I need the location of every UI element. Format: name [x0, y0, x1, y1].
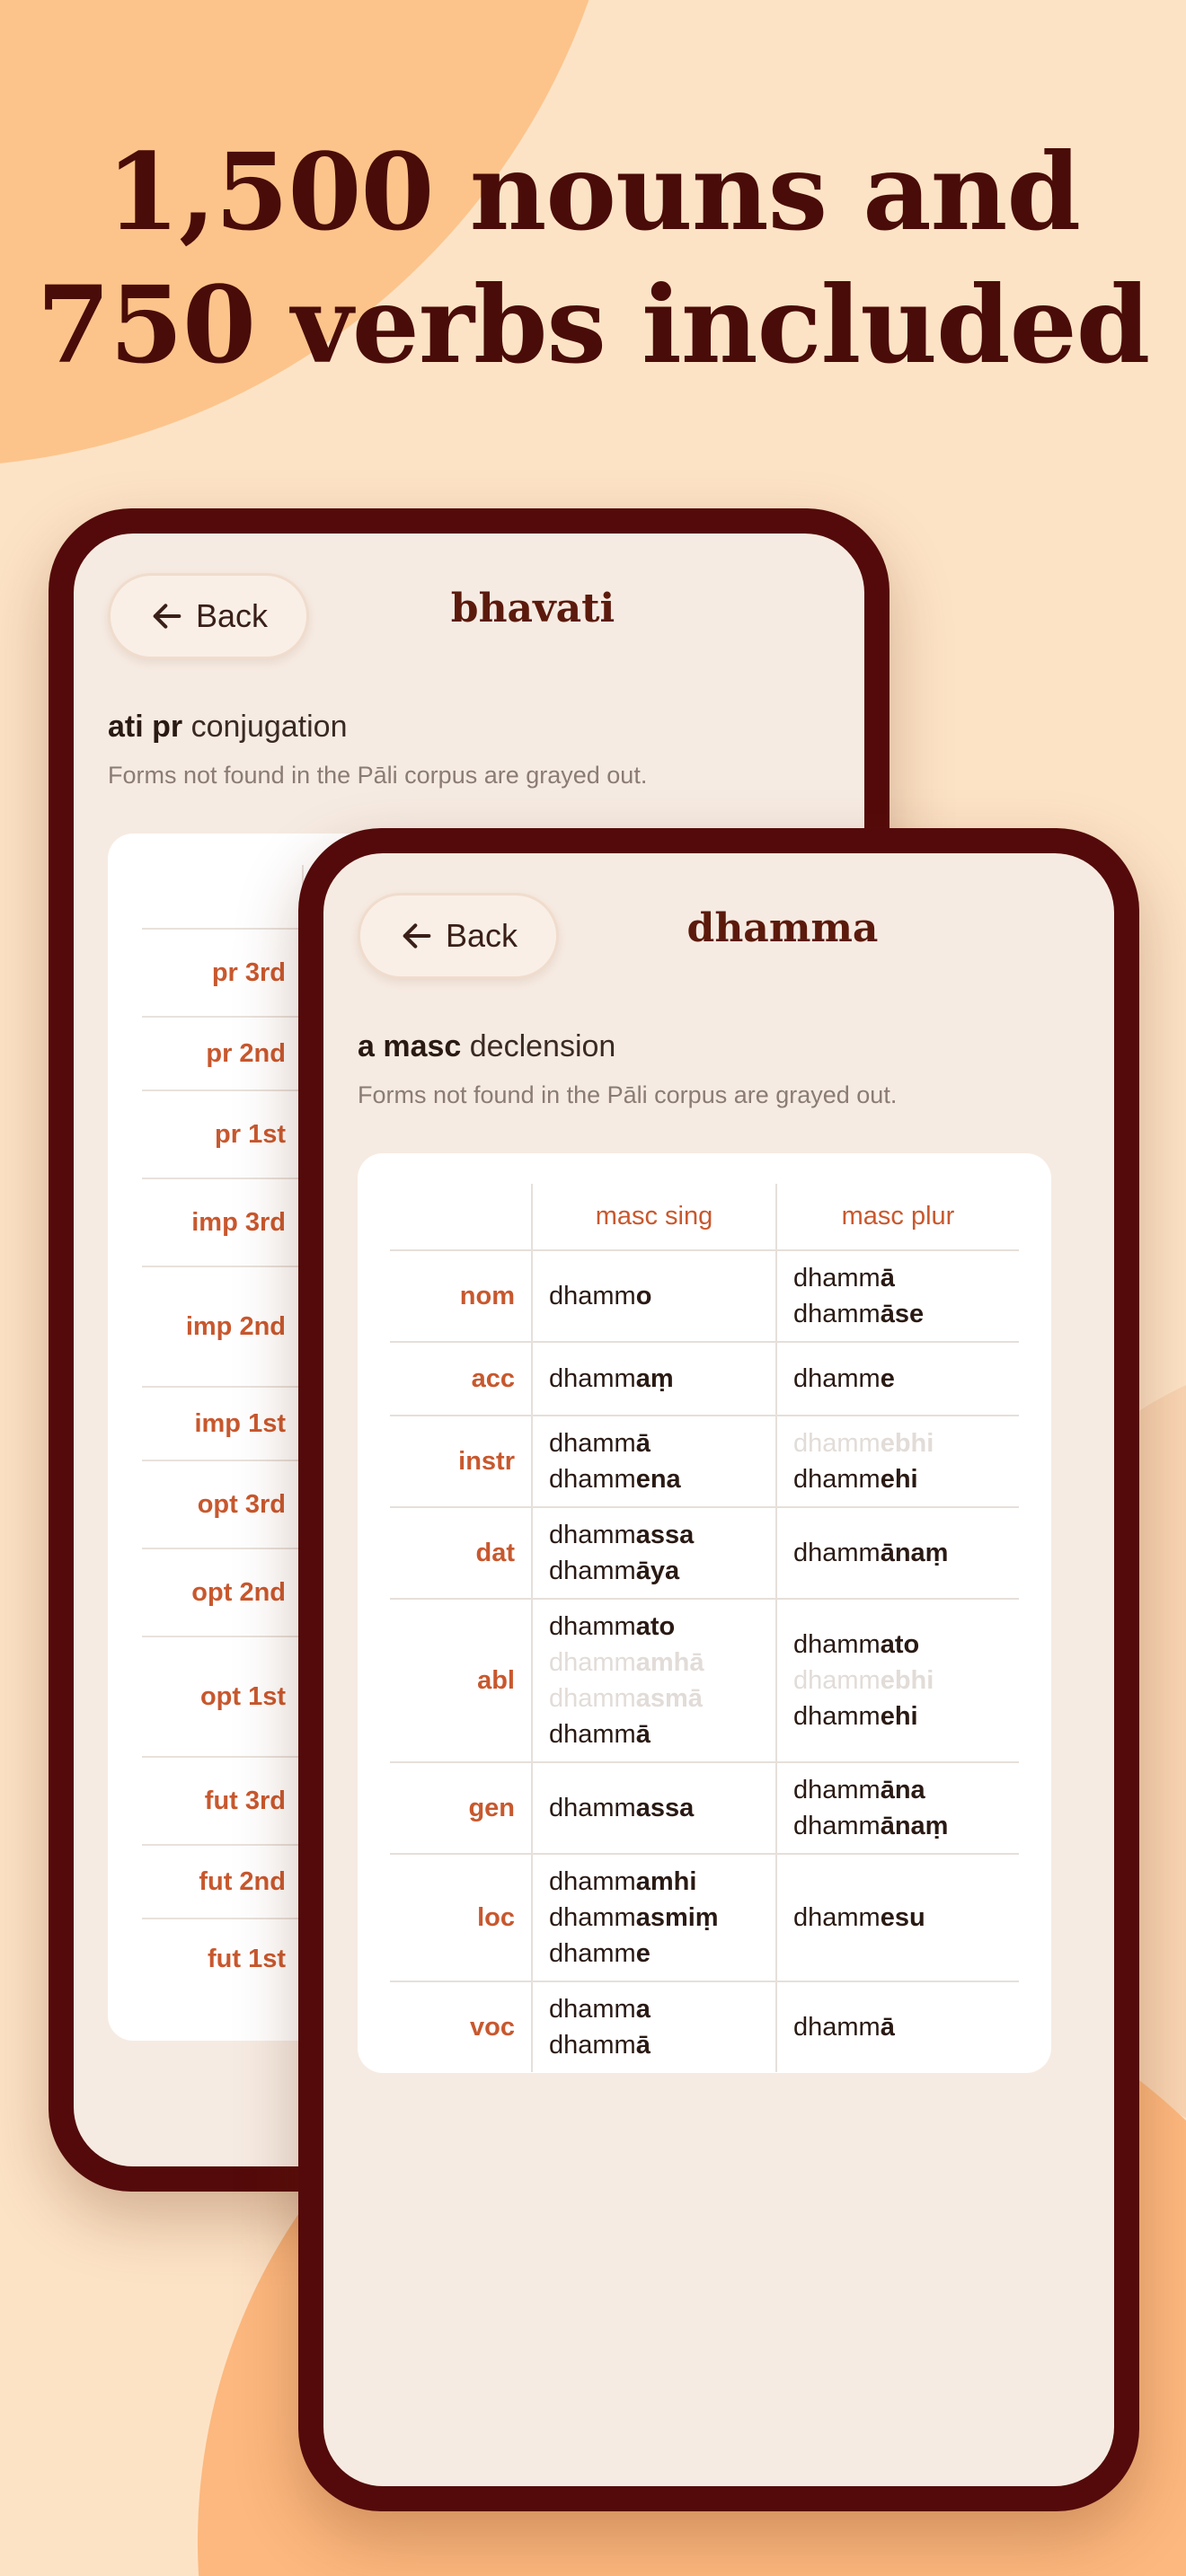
- paradigm-type: a masc: [358, 1029, 462, 1063]
- word-form: [549, 1716, 759, 1752]
- conjugation-row-labels: [142, 865, 304, 1998]
- table-row: [390, 1599, 1019, 1762]
- paradigm-subtitle: [108, 710, 348, 745]
- form-ending: ā: [635, 1720, 651, 1749]
- form-ending: aṃ: [635, 1364, 674, 1393]
- word-form: [549, 1609, 759, 1645]
- word-form: [549, 1864, 759, 1900]
- form-ending: o: [635, 1282, 652, 1310]
- form-stem: dhamm: [549, 1612, 636, 1641]
- form-ending: e: [635, 1939, 651, 1968]
- word-form: [549, 1278, 759, 1314]
- form-stem: dhamm: [549, 1794, 636, 1822]
- form-ending: ānaṃ: [880, 1539, 949, 1567]
- word-form: [793, 1535, 1003, 1571]
- forms-cell-sing: [532, 1416, 776, 1507]
- form-ending: amhā: [635, 1648, 704, 1677]
- word-form: [549, 1991, 759, 2027]
- back-button[interactable]: [108, 573, 309, 659]
- word-title: dhamma: [686, 905, 879, 951]
- form-stem: dhamm: [549, 1995, 636, 2024]
- table-row: [390, 1762, 1019, 1854]
- table-row: [390, 1507, 1019, 1599]
- word-form: [793, 1698, 1003, 1734]
- form-stem: dhamm: [549, 1364, 636, 1393]
- form-stem: dhamm: [793, 1539, 881, 1567]
- paradigm-kind: conjugation: [182, 710, 348, 744]
- table-row: [390, 1854, 1019, 1981]
- form-ending: asmā: [635, 1684, 703, 1713]
- form-ending: āya: [635, 1557, 680, 1585]
- form-stem: dhamm: [549, 1867, 636, 1896]
- word-form: [549, 1900, 759, 1936]
- form-stem: dhamm: [793, 1429, 881, 1458]
- word-form: [793, 1772, 1003, 1808]
- table-header-row: [390, 1184, 1019, 1250]
- case-label: acc: [390, 1342, 532, 1416]
- table-row: [390, 1416, 1019, 1507]
- back-button-label: Back: [445, 917, 518, 954]
- paradigm-type: ati pr: [108, 710, 183, 744]
- declension-table: [390, 1184, 1019, 2072]
- form-stem: dhamm: [549, 1429, 636, 1458]
- form-stem: dhamm: [549, 1720, 636, 1749]
- form-ending: ebhi: [880, 1666, 934, 1695]
- form-ending: ānaṃ: [880, 1812, 949, 1840]
- word-form: [793, 1461, 1003, 1497]
- conjugation-row: [142, 1844, 304, 1918]
- form-stem: dhamm: [549, 1648, 636, 1677]
- column-header-sing: masc sing: [532, 1184, 776, 1250]
- form-ending: ebhi: [880, 1429, 934, 1458]
- conjugation-row: [142, 1636, 304, 1756]
- table-row: [390, 1250, 1019, 1342]
- word-form: [549, 2027, 759, 2063]
- case-label: voc: [390, 1981, 532, 2072]
- form-ending: āna: [880, 1776, 925, 1804]
- arrow-left-icon: [149, 598, 185, 634]
- word-form-unattested: [793, 1663, 1003, 1698]
- headline: [0, 126, 1186, 392]
- form-ending: e: [880, 1364, 895, 1393]
- form-stem: dhamm: [549, 1282, 636, 1310]
- forms-cell-sing: [532, 1854, 776, 1981]
- form-ending: ehi: [880, 1702, 918, 1731]
- form-stem: dhamm: [549, 1939, 636, 1968]
- word-form: [549, 1461, 759, 1497]
- word-form: [549, 1425, 759, 1461]
- form-ending: amhi: [635, 1867, 697, 1896]
- forms-cell-sing: [532, 1342, 776, 1416]
- word-title: bhavati: [450, 586, 615, 631]
- form-stem: dhamm: [549, 1684, 636, 1713]
- paradigm-subtitle: [358, 1029, 615, 1064]
- row-label: imp 2nd: [185, 1311, 286, 1341]
- word-form-unattested: [793, 1425, 1003, 1461]
- form-stem: dhamm: [793, 1465, 881, 1494]
- form-stem: dhamm: [793, 1264, 881, 1292]
- case-label: dat: [390, 1507, 532, 1599]
- forms-cell-plur: [776, 1342, 1019, 1416]
- forms-cell-plur: [776, 1854, 1019, 1981]
- form-stem: dhamm: [549, 2031, 636, 2060]
- forms-cell-plur: [776, 1599, 1019, 1762]
- back-button-label: Back: [195, 597, 269, 634]
- conjugation-row: [142, 1016, 304, 1090]
- form-stem: dhamm: [793, 1630, 881, 1659]
- conjugation-row: [142, 1266, 304, 1386]
- forms-cell-sing: [532, 1981, 776, 2072]
- headline-line-2: 750 verbs included: [36, 262, 1150, 387]
- row-label: pr 3rd: [211, 957, 286, 987]
- forms-cell-sing: [532, 1762, 776, 1854]
- conjugation-row: [142, 1756, 304, 1844]
- form-stem: dhamm: [793, 1364, 881, 1393]
- conjugation-row: [142, 928, 304, 1016]
- form-stem: dhamm: [793, 1300, 881, 1328]
- form-ending: ehi: [880, 1465, 918, 1494]
- forms-cell-sing: [532, 1250, 776, 1342]
- form-stem: dhamm: [549, 1903, 636, 1932]
- row-label: fut 1st: [208, 1944, 286, 1973]
- word-form: [549, 1936, 759, 1972]
- table-row: [390, 1342, 1019, 1416]
- row-label: pr 1st: [215, 1119, 286, 1149]
- headline-line-1: 1,500 nouns and: [106, 129, 1080, 254]
- word-form: [793, 1296, 1003, 1332]
- corpus-note: Forms not found in the Pāli corpus are grayed out.: [358, 1081, 898, 1108]
- corner-cell: [390, 1184, 532, 1250]
- form-stem: dhamm: [793, 1903, 881, 1932]
- conjugation-row: [142, 1460, 304, 1548]
- conjugation-row: [142, 1090, 304, 1178]
- form-ending: esu: [880, 1903, 925, 1932]
- row-label: fut 3rd: [204, 1786, 286, 1815]
- word-form: [549, 1361, 759, 1397]
- paradigm-kind: declension: [461, 1029, 616, 1063]
- corpus-note: Forms not found in the Pāli corpus are grayed out.: [108, 762, 648, 789]
- form-stem: dhamm: [793, 1776, 881, 1804]
- form-ending: ā: [880, 1264, 895, 1292]
- form-ending: ena: [635, 1465, 681, 1494]
- word-form: [793, 1808, 1003, 1844]
- row-label: imp 3rd: [191, 1207, 286, 1237]
- case-label: abl: [390, 1599, 532, 1762]
- form-ending: a: [635, 1995, 651, 2024]
- row-label: imp 1st: [194, 1408, 286, 1438]
- word-form: [793, 1361, 1003, 1397]
- conjugation-row: [142, 1548, 304, 1636]
- phone-dhamma: [298, 828, 1139, 2511]
- case-label: instr: [390, 1416, 532, 1507]
- form-ending: asmiṃ: [635, 1903, 719, 1932]
- word-form-unattested: [549, 1681, 759, 1716]
- form-stem: dhamm: [549, 1557, 636, 1585]
- row-label: fut 2nd: [199, 1866, 286, 1896]
- form-stem: dhamm: [793, 1812, 881, 1840]
- form-stem: dhamm: [793, 1666, 881, 1695]
- forms-cell-sing: [532, 1599, 776, 1762]
- declension-table-card: [358, 1153, 1051, 2073]
- form-ending: ato: [635, 1612, 676, 1641]
- form-ending: assa: [635, 1794, 695, 1822]
- table-row: [390, 1981, 1019, 2072]
- forms-cell-plur: [776, 1250, 1019, 1342]
- form-ending: ato: [880, 1630, 920, 1659]
- form-ending: ā: [635, 2031, 651, 2060]
- forms-cell-plur: [776, 1981, 1019, 2072]
- column-header-plur: masc plur: [776, 1184, 1019, 1250]
- forms-cell-plur: [776, 1762, 1019, 1854]
- word-form: [793, 1900, 1003, 1936]
- row-label: opt 3rd: [197, 1489, 286, 1519]
- word-form: [549, 1790, 759, 1826]
- forms-cell-sing: [532, 1507, 776, 1599]
- form-ending: āse: [880, 1300, 925, 1328]
- word-form: [793, 2009, 1003, 2045]
- form-ending: assa: [635, 1521, 695, 1549]
- conjugation-row: [142, 1178, 304, 1266]
- word-form: [793, 1260, 1003, 1296]
- word-form: [793, 1627, 1003, 1663]
- word-form: [549, 1517, 759, 1553]
- dhamma-screen: [323, 853, 1114, 2486]
- form-stem: dhamm: [793, 2013, 881, 2042]
- row-label: pr 2nd: [206, 1038, 286, 1068]
- case-label: gen: [390, 1762, 532, 1854]
- conjugation-row: [142, 1918, 304, 1998]
- conjugation-row: [142, 1386, 304, 1460]
- back-button[interactable]: [358, 893, 559, 979]
- case-label: nom: [390, 1250, 532, 1342]
- case-label: loc: [390, 1854, 532, 1981]
- form-stem: dhamm: [549, 1465, 636, 1494]
- word-form: [549, 1553, 759, 1589]
- form-ending: ā: [880, 2013, 895, 2042]
- row-label: opt 1st: [199, 1681, 286, 1711]
- form-ending: ā: [635, 1429, 651, 1458]
- header-spacer: [142, 865, 304, 928]
- arrow-left-icon: [399, 918, 435, 954]
- word-form-unattested: [549, 1645, 759, 1681]
- row-label: opt 2nd: [191, 1577, 286, 1607]
- form-stem: dhamm: [549, 1521, 636, 1549]
- forms-cell-plur: [776, 1507, 1019, 1599]
- forms-cell-plur: [776, 1416, 1019, 1507]
- form-stem: dhamm: [793, 1702, 881, 1731]
